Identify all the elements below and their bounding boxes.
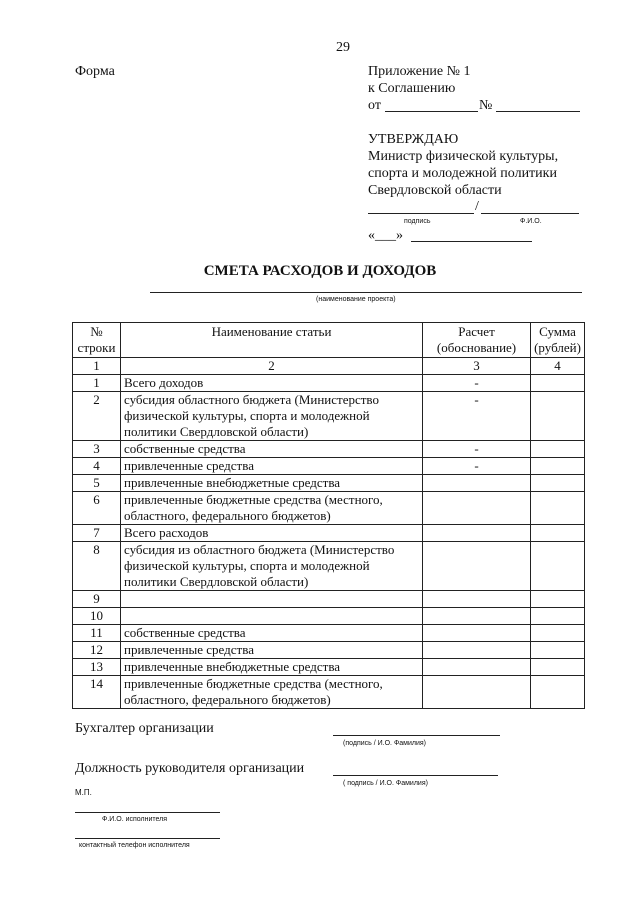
calculation-cell bbox=[423, 492, 531, 525]
appendix-from-label: от bbox=[368, 98, 381, 113]
column-number: 3 bbox=[423, 358, 531, 375]
sum-cell bbox=[531, 441, 585, 458]
table-row bbox=[73, 591, 585, 608]
project-name-line bbox=[150, 292, 582, 293]
sum-cell bbox=[531, 625, 585, 642]
sum-cell bbox=[531, 375, 585, 392]
accountant-signature-caption: (подпись / И.О. Фамилия) bbox=[343, 740, 426, 747]
minister-signature-line bbox=[368, 213, 474, 214]
appendix-line1: Приложение № 1 bbox=[368, 64, 471, 79]
row-number-cell: 2 bbox=[73, 392, 121, 441]
row-number-cell: 11 bbox=[73, 625, 121, 642]
sum-cell bbox=[531, 392, 585, 441]
stamp-label: М.П. bbox=[75, 788, 92, 797]
minister-position-line1: Министр физической культуры, bbox=[368, 149, 559, 164]
calculation-cell bbox=[423, 542, 531, 591]
item-name-cell: собственные средства bbox=[121, 625, 423, 642]
header-calculation: Расчет (обоснование) bbox=[423, 323, 531, 358]
item-name-cell: привлеченные бюджетные средства (местного, областного, федерального бюджетов) bbox=[121, 492, 423, 525]
phone-line bbox=[75, 838, 220, 839]
item-name-cell bbox=[121, 591, 423, 608]
approve-heading: УТВЕРЖДАЮ bbox=[368, 132, 459, 147]
item-name-cell: субсидия из областного бюджета (Министерство физической культуры, спорта и молодежной политики Свердловской области) bbox=[121, 542, 423, 591]
table-row bbox=[73, 542, 585, 591]
sum-cell bbox=[531, 659, 585, 676]
accountant-label: Бухгалтер организации bbox=[75, 721, 214, 736]
appendix-line2: к Соглашению bbox=[368, 81, 456, 96]
approval-date-label: «___» bbox=[368, 228, 403, 243]
head-signature-caption: ( подпись / И.О. Фамилия) bbox=[343, 780, 428, 787]
calculation-cell bbox=[423, 642, 531, 659]
project-name-caption: (наименование проекта) bbox=[316, 296, 396, 303]
row-number-cell: 9 bbox=[73, 591, 121, 608]
page-number: 29 bbox=[336, 40, 350, 55]
head-position-label: Должность руководителя организации bbox=[75, 761, 305, 776]
row-number-cell: 1 bbox=[73, 375, 121, 392]
sum-cell bbox=[531, 676, 585, 709]
table-row bbox=[73, 475, 585, 492]
item-name-cell: привлеченные бюджетные средства (местного, областного, федерального бюджетов) bbox=[121, 676, 423, 709]
table-row bbox=[73, 525, 585, 542]
table-row bbox=[73, 458, 585, 475]
document-title: СМЕТА РАСХОДОВ И ДОХОДОВ bbox=[203, 263, 437, 279]
table-row bbox=[73, 492, 585, 525]
item-name-cell: Всего расходов bbox=[121, 525, 423, 542]
table-row bbox=[73, 676, 585, 709]
executor-line bbox=[75, 812, 220, 813]
calculation-cell: - bbox=[423, 392, 531, 441]
item-name-cell: собственные средства bbox=[121, 441, 423, 458]
calculation-cell: - bbox=[423, 375, 531, 392]
sum-cell bbox=[531, 591, 585, 608]
minister-position-line2: спорта и молодежной политики bbox=[368, 166, 557, 181]
row-number-cell: 6 bbox=[73, 492, 121, 525]
item-name-cell: привлеченные средства bbox=[121, 642, 423, 659]
signature-caption: подпись bbox=[404, 218, 431, 225]
sum-cell bbox=[531, 525, 585, 542]
calculation-cell bbox=[423, 625, 531, 642]
row-number-cell: 12 bbox=[73, 642, 121, 659]
item-name-cell: субсидия областного бюджета (Министерство физической культуры, спорта и молодежной политики Свердловской области) bbox=[121, 392, 423, 441]
sum-cell bbox=[531, 608, 585, 625]
calculation-cell: - bbox=[423, 441, 531, 458]
header-item-name: Наименование статьи bbox=[121, 323, 423, 358]
sum-cell bbox=[531, 458, 585, 475]
sum-cell bbox=[531, 542, 585, 591]
column-number: 2 bbox=[121, 358, 423, 375]
agreement-date-line bbox=[385, 111, 478, 112]
calculation-cell bbox=[423, 659, 531, 676]
column-number: 1 bbox=[73, 358, 121, 375]
item-name-cell: привлеченные внебюджетные средства bbox=[121, 659, 423, 676]
item-name-cell bbox=[121, 608, 423, 625]
row-number-cell: 4 bbox=[73, 458, 121, 475]
table-row bbox=[73, 375, 585, 392]
row-number-cell: 5 bbox=[73, 475, 121, 492]
calculation-cell bbox=[423, 608, 531, 625]
executor-caption: Ф.И.О. исполнителя bbox=[102, 816, 168, 823]
row-number-cell: 13 bbox=[73, 659, 121, 676]
signature-slash: / bbox=[475, 199, 479, 214]
calculation-cell bbox=[423, 475, 531, 492]
row-number-cell: 7 bbox=[73, 525, 121, 542]
sum-cell bbox=[531, 492, 585, 525]
head-signature-line bbox=[333, 775, 498, 776]
fio-caption: Ф.И.О. bbox=[520, 218, 542, 225]
table-row bbox=[73, 625, 585, 642]
row-number-cell: 8 bbox=[73, 542, 121, 591]
approval-date-line bbox=[411, 241, 532, 242]
header-sum: Сумма (рублей) bbox=[531, 323, 585, 358]
row-number-cell: 14 bbox=[73, 676, 121, 709]
table-row bbox=[73, 659, 585, 676]
calculation-cell bbox=[423, 676, 531, 709]
table-row bbox=[73, 441, 585, 458]
minister-fio-line bbox=[481, 213, 579, 214]
table-body bbox=[73, 375, 585, 709]
table-header-row bbox=[73, 323, 585, 358]
budget-table bbox=[72, 322, 585, 709]
agreement-number-line bbox=[496, 111, 580, 112]
calculation-cell bbox=[423, 525, 531, 542]
calculation-cell: - bbox=[423, 458, 531, 475]
table-row bbox=[73, 392, 585, 441]
row-number-cell: 3 bbox=[73, 441, 121, 458]
row-number-cell: 10 bbox=[73, 608, 121, 625]
sum-cell bbox=[531, 475, 585, 492]
sum-cell bbox=[531, 642, 585, 659]
appendix-number-label: № bbox=[479, 98, 493, 113]
table-row bbox=[73, 608, 585, 625]
column-number: 4 bbox=[531, 358, 585, 375]
item-name-cell: привлеченные внебюджетные средства bbox=[121, 475, 423, 492]
phone-caption: контактный телефон исполнителя bbox=[79, 842, 190, 849]
minister-position-line3: Свердловской области bbox=[368, 183, 502, 198]
item-name-cell: привлеченные средства bbox=[121, 458, 423, 475]
form-label: Форма bbox=[75, 64, 115, 79]
item-name-cell: Всего доходов bbox=[121, 375, 423, 392]
header-row-number: № строки bbox=[73, 323, 121, 358]
accountant-signature-line bbox=[333, 735, 500, 736]
column-number-row bbox=[73, 358, 585, 375]
table-row bbox=[73, 642, 585, 659]
calculation-cell bbox=[423, 591, 531, 608]
